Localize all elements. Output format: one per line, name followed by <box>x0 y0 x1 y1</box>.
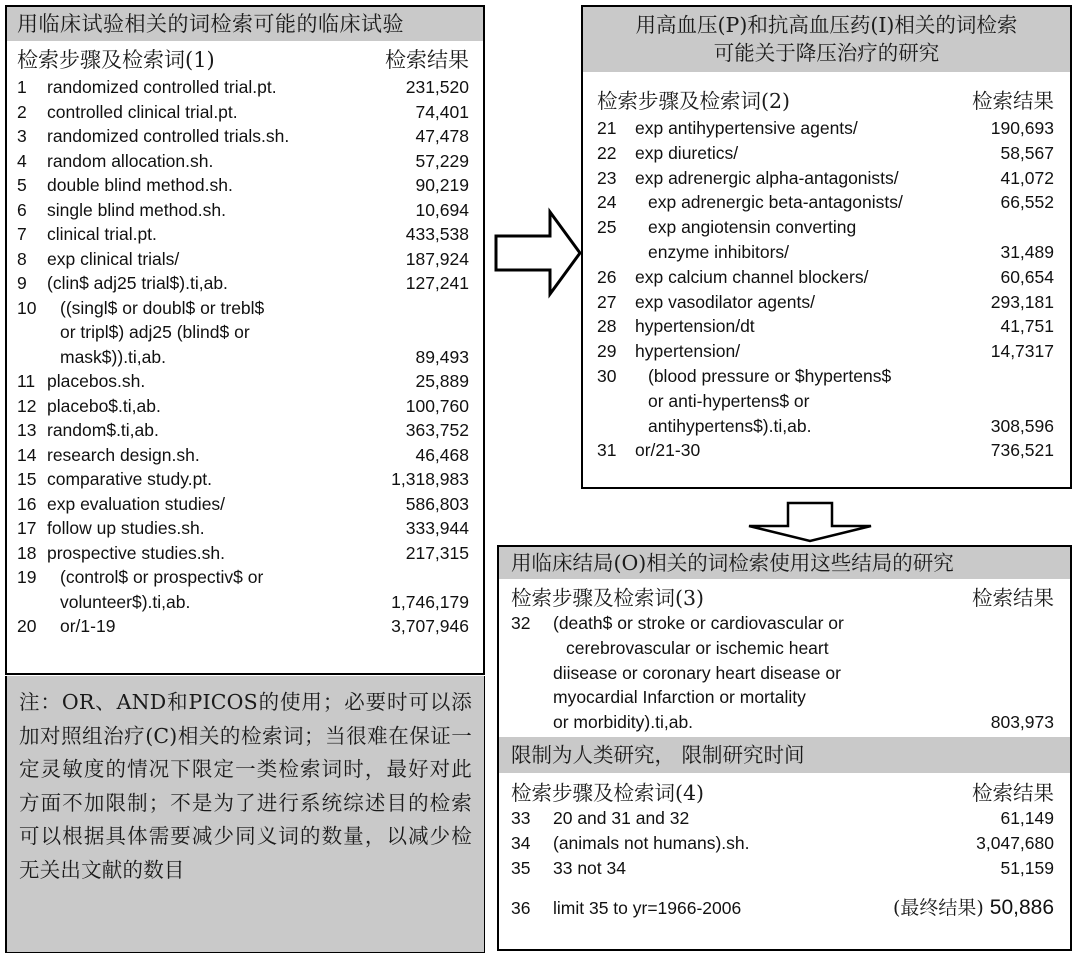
final-row-count: 50,886 <box>989 896 1054 920</box>
final-result-tag: (最终结果) <box>892 897 984 920</box>
step-term: research design.sh. <box>47 444 200 465</box>
step-number: 14 <box>17 444 37 465</box>
step-term: or tripl$) adj25 (blind$ or <box>60 322 250 342</box>
step-term: (clin$ adj25 trial$).ti,ab. <box>47 273 228 293</box>
step-number: 35 <box>511 857 531 878</box>
step-number: 6 <box>17 199 27 220</box>
top-right-title-line-1: 用高血压(P)和抗高血压药(I)相关的词检索 <box>635 13 1018 37</box>
final-row-number: 36 <box>511 898 531 919</box>
step-number: 17 <box>17 518 37 538</box>
search-step-row <box>511 831 1054 856</box>
step-term: exp vasodilator agents/ <box>635 291 815 312</box>
search-step-row <box>17 369 469 394</box>
step-count: 60,654 <box>1000 266 1054 287</box>
step-term: (animals not humans).sh. <box>553 832 750 853</box>
search-step-row <box>511 710 1054 735</box>
step-count: 736,521 <box>990 440 1054 461</box>
step-term: enzyme inhibitors/ <box>648 241 790 262</box>
search-step-row <box>17 271 469 296</box>
step-term: (death$ or stroke or cardiovascular or <box>553 613 844 633</box>
search-step-row <box>597 364 1054 389</box>
step-number: 7 <box>17 224 27 244</box>
search-step-row <box>511 685 1054 710</box>
top-right-column-headers <box>583 72 1070 116</box>
search-step-row <box>17 418 469 443</box>
step-count: 61,149 <box>1000 807 1054 828</box>
step-term: exp diuretics/ <box>635 142 739 163</box>
search-step-row <box>597 414 1054 439</box>
search-step-row <box>17 443 469 468</box>
step-number: 15 <box>17 469 37 489</box>
top-right-title-line-2: 可能关于降压治疗的研究 <box>713 41 940 65</box>
search-step-row <box>17 394 469 419</box>
step-term: exp angiotensin converting <box>648 217 857 238</box>
step-term: exp evaluation studies/ <box>47 493 226 514</box>
step-number: 22 <box>597 142 617 163</box>
bottom-right-panel-title: 用临床结局(O)相关的词检索使用这些结局的研究 <box>499 547 1070 579</box>
left-col-results-label: 检索结果 <box>385 48 469 72</box>
search-step-row <box>17 345 469 370</box>
search-step-row <box>597 141 1054 166</box>
step-count: 1,746,179 <box>391 591 469 612</box>
search-step-row <box>17 320 469 345</box>
top-right-row-list <box>583 116 1070 463</box>
step-number: 9 <box>17 273 27 293</box>
arrow-right-icon <box>492 206 584 300</box>
step-number: 26 <box>597 266 617 287</box>
bottom-right-column-headers-3 <box>499 579 1070 611</box>
search-step-row <box>17 198 469 223</box>
search-step-row <box>511 611 1054 636</box>
step-count: 57,229 <box>415 150 469 171</box>
outcomes-search-panel <box>497 545 1072 951</box>
clinical-trial-search-panel <box>5 5 485 675</box>
step-term: controlled clinical trial.pt. <box>47 101 238 122</box>
step-count: 90,219 <box>415 175 469 195</box>
step-term: (blood pressure or $hypertens$ <box>648 365 892 386</box>
step-count: 46,468 <box>415 444 469 465</box>
step-count: 74,401 <box>415 101 469 122</box>
step-term: randomized controlled trials.sh. <box>47 126 290 146</box>
step-count: 217,315 <box>405 542 469 563</box>
step-count: 51,159 <box>1000 857 1054 878</box>
search-step-row <box>597 215 1054 240</box>
top-right-panel-title <box>583 7 1070 72</box>
step-count: 1,318,983 <box>391 469 469 489</box>
step-count: 31,489 <box>1000 241 1054 262</box>
step-number: 34 <box>511 832 531 853</box>
step-number: 12 <box>17 395 37 416</box>
step-term: prospective studies.sh. <box>47 542 226 563</box>
step-term: random allocation.sh. <box>47 150 214 171</box>
step-number: 20 <box>17 616 37 636</box>
search-step-row <box>597 438 1054 463</box>
search-step-row <box>17 124 469 149</box>
step-term: double blind method.sh. <box>47 175 233 195</box>
note-box <box>5 676 485 953</box>
step-term: myocardial Infarction or mortality <box>553 687 806 708</box>
final-row-term: limit 35 to yr=1966-2006 <box>553 898 742 919</box>
search-step-row <box>17 149 469 174</box>
bottom-right-row-list-3 <box>499 611 1070 735</box>
search-step-row <box>597 166 1054 191</box>
step-number: 11 <box>17 371 36 391</box>
step-number: 29 <box>597 341 617 362</box>
step-term: 33 not 34 <box>553 857 626 878</box>
step-number: 4 <box>17 150 27 171</box>
left-col-steps-label: 检索步骤及检索词(1) <box>17 48 215 72</box>
step-count: 14,7317 <box>990 341 1054 362</box>
step-count: 333,944 <box>405 518 469 538</box>
step-term: cerebrovascular or ischemic heart <box>566 637 829 658</box>
step-count: 803,973 <box>990 712 1054 733</box>
step-term: or anti-hypertens$ or <box>648 390 810 411</box>
step-count: 41,751 <box>1000 316 1054 337</box>
step-term: exp calcium channel blockers/ <box>635 266 869 287</box>
step-number: 19 <box>17 567 37 587</box>
step-number: 1 <box>17 77 27 97</box>
step-count: 25,889 <box>415 371 469 391</box>
br-col-steps-4-label: 检索步骤及检索词(4) <box>511 780 705 805</box>
tr-col-results-label: 检索结果 <box>972 89 1054 113</box>
final-result-row <box>499 880 1070 922</box>
search-step-row <box>597 314 1054 339</box>
step-number: 28 <box>597 316 617 337</box>
step-number: 8 <box>17 248 27 269</box>
step-term: clinical trial.pt. <box>47 224 157 244</box>
search-step-row <box>17 541 469 566</box>
search-step-row <box>511 856 1054 881</box>
search-step-row <box>597 339 1054 364</box>
step-term: exp antihypertensive agents/ <box>635 118 858 138</box>
step-term: hypertension/ <box>635 341 741 362</box>
step-number: 16 <box>17 493 37 514</box>
search-step-row <box>17 492 469 517</box>
br-col-results-3-label: 检索结果 <box>972 586 1054 610</box>
step-term: mask$)).ti,ab. <box>60 346 166 367</box>
search-step-row <box>597 290 1054 315</box>
search-step-row <box>17 100 469 125</box>
tr-col-steps-label: 检索步骤及检索词(2) <box>597 89 791 113</box>
search-step-row <box>597 265 1054 290</box>
search-step-row <box>597 190 1054 215</box>
step-term: or/1-19 <box>60 616 116 636</box>
limit-bar-label: 限制为人类研究， 限制研究时间 <box>499 737 1070 773</box>
step-count: 433,538 <box>405 224 469 244</box>
step-count: 66,552 <box>1000 192 1054 213</box>
step-number: 21 <box>597 118 617 138</box>
step-number: 3 <box>17 126 27 146</box>
search-step-row <box>597 240 1054 265</box>
step-count: 187,924 <box>405 248 469 269</box>
bottom-right-column-headers-4 <box>499 773 1070 806</box>
step-number: 10 <box>17 297 37 318</box>
search-step-row <box>17 590 469 615</box>
step-term: single blind method.sh. <box>47 199 226 220</box>
step-count: 89,493 <box>415 346 469 367</box>
search-step-row <box>17 614 469 639</box>
step-term: exp adrenergic alpha-antagonists/ <box>635 167 899 188</box>
step-number: 27 <box>597 291 617 312</box>
search-step-row <box>597 116 1054 141</box>
left-panel-row-list <box>7 75 483 639</box>
step-number: 30 <box>597 365 617 386</box>
search-step-row <box>17 222 469 247</box>
left-panel-column-headers <box>7 41 483 75</box>
step-count: 3,707,946 <box>391 616 469 636</box>
step-number: 23 <box>597 167 617 188</box>
step-term: antihypertens$).ti,ab. <box>648 415 812 436</box>
search-step-row <box>17 565 469 590</box>
hypertension-search-panel <box>581 5 1072 489</box>
note-text: 注：OR、AND和PICOS的使用；必要时可以添加对照组治疗(C)相关的检索词；当很难在保证一定灵敏度的情况下限定一类检索词时，最好对此方面不加限制；不是为了进行系统综述目的检索可以根据具体需要减少同义词的数量，以减少检无关出文献的数目 <box>19 690 472 882</box>
step-number: 25 <box>597 217 617 238</box>
search-step-row <box>511 806 1054 831</box>
step-count: 58,567 <box>1000 142 1054 163</box>
bottom-right-row-list-4 <box>499 806 1070 880</box>
left-panel-title: 用临床试验相关的词检索可能的临床试验 <box>7 7 483 41</box>
step-term: placebo$.ti,ab. <box>47 395 161 416</box>
search-step-row <box>597 389 1054 414</box>
step-number: 13 <box>17 420 37 440</box>
step-term: exp clinical trials/ <box>47 248 180 269</box>
step-count: 3,047,680 <box>976 832 1054 853</box>
step-count: 10,694 <box>415 199 469 220</box>
search-step-row <box>17 467 469 492</box>
step-term: or/21-30 <box>635 440 701 461</box>
step-count: 308,596 <box>990 415 1054 436</box>
step-number: 18 <box>17 542 37 563</box>
step-term: diisease or coronary heart disease or <box>553 662 841 683</box>
arrow-down-icon <box>745 500 875 544</box>
step-count: 127,241 <box>405 273 469 293</box>
search-step-row <box>511 636 1054 661</box>
step-number: 33 <box>511 807 531 828</box>
search-step-row <box>17 247 469 272</box>
br-col-steps-3-label: 检索步骤及检索词(3) <box>511 586 705 610</box>
step-count: 41,072 <box>1000 167 1054 188</box>
step-number: 31 <box>597 440 617 461</box>
search-step-row <box>17 516 469 541</box>
step-count: 586,803 <box>405 493 469 514</box>
step-term: comparative study.pt. <box>47 469 213 489</box>
step-count: 363,752 <box>405 420 469 440</box>
step-term: (control$ or prospectiv$ or <box>60 567 264 587</box>
step-term: randomized controlled trial.pt. <box>47 77 277 97</box>
search-step-row <box>17 173 469 198</box>
step-number: 32 <box>511 613 531 633</box>
step-count: 190,693 <box>990 118 1054 138</box>
search-step-row <box>511 661 1054 686</box>
step-term: 20 and 31 and 32 <box>553 807 690 828</box>
step-term: follow up studies.sh. <box>47 518 205 538</box>
step-number: 24 <box>597 192 617 213</box>
step-term: exp adrenergic beta-antagonists/ <box>648 192 903 213</box>
search-step-row <box>17 296 469 321</box>
br-col-results-4-label: 检索结果 <box>972 780 1054 805</box>
step-term: placebos.sh. <box>47 371 146 391</box>
step-term: or morbidity).ti,ab. <box>553 712 694 733</box>
step-term: ((singl$ or doubl$ or trebl$ <box>60 297 265 318</box>
search-step-row <box>17 75 469 100</box>
step-term: volunteer$).ti,ab. <box>60 591 191 612</box>
step-number: 2 <box>17 101 27 122</box>
step-term: hypertension/dt <box>635 316 755 337</box>
step-count: 293,181 <box>990 291 1054 312</box>
step-count: 100,760 <box>405 395 469 416</box>
step-count: 231,520 <box>405 77 469 97</box>
step-term: random$.ti,ab. <box>47 420 159 440</box>
step-count: 47,478 <box>415 126 469 146</box>
step-number: 5 <box>17 175 27 195</box>
